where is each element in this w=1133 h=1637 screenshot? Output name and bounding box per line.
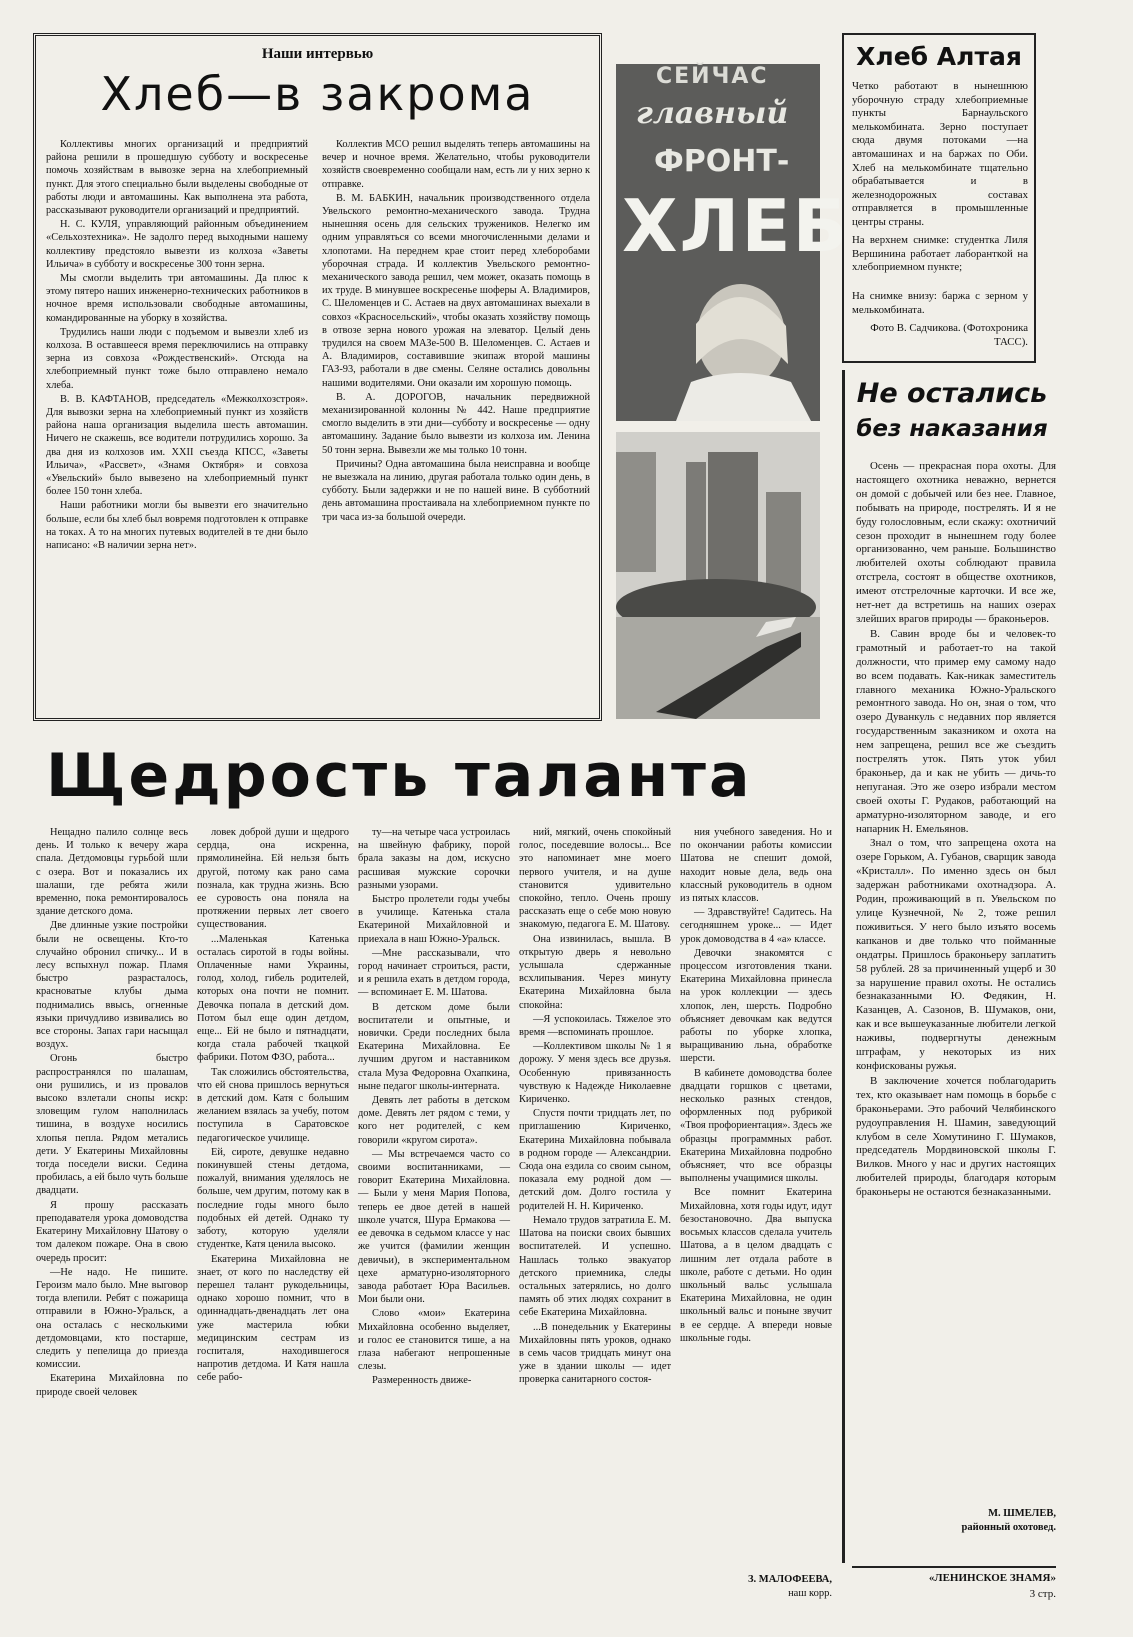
paragraph: Слово «мои» Екатерина Михайловна особенно выделяет, и голос ее становится тише, а на глаза набегают непрошенные слезы. [358,1308,510,1373]
paragraph: Коллектив МСО решил выделять теперь автомашины на вечер и ночное время. Желательно, чтобы руководители хозяйств своевременно сообщали нам, есть ли у них зерно к отправке. [322,139,590,190]
hunt-rule-left [842,370,845,1563]
paragraph: Немало трудов затратила Е. М. Шатова на поиски своих бывших воспитателей. И успешно. Нашлась только эвакуатор детского приемника, следы остальных затерялись, но долго память об этих людях сохранит в себе Екатерина Михайловна. [519,1214,671,1319]
paragraph: В. М. БАБКИН, начальник производственного отдела Увельского ремонтно-механического завода. Трудна нынешняя осень для сельских тружеников. Нелегко им одним управляться со всеми многочисленными делами и хлопотами. На переднем крае стоит перед хлеборобами уборочная страда. И коллектив Увельского ремонтно-механического завода решил, чем может, оказать помощь в их труде. В минувшее воскресенье шоферы А. Владимиров, С. Шеломенцев и С. Астаев на двух автомашинах выехали в совхоз «Красносельский», чтобы оказать хозяйству помощь в отвозе зерна нового урожая на элеватор. Целый день трудился на своем МАЗе-500 В. Шеломенцев. С. Астаев и А. Владимиров, составившие экипаж второй машины ГАЗ-93, работали в две смены. Селяне остались довольны нашими водителями. Они оказали им хорошую помощь. [322,192,590,389]
paragraph: В кабинете домоводства более двадцати горшков с цветами, несколько разных стендов, оформленных под рубрикой «Твоя профориентация». Здесь же образцы программных работ. Екатерина Михайловна подробно объясняет, что все образцы выполнены учащимися школы. [680,1067,832,1185]
talent-signature-role: наш корр. [788,1588,832,1599]
paragraph: ту—на четыре часа устроилась на швейную фабрику, порой брала заказы на дом, искусно расшивая мужские сорочки разными узорами. [358,827,510,891]
poster-line-1: СЕЙЧАС [656,64,769,89]
talent-column-5 [680,826,832,1566]
paragraph: Так сложились обстоятельства, что ей снова пришлось вернуться в детский дом. Катя с большим желанием взялась за учебу, потом поступила в Саратовское педагогическое училище. [197,1066,349,1144]
paragraph: Она извинилась, вышла. В открытую дверь я невольно услышала сдержанные всхлипывания. Через минуту Екатерина Михайловна была спокойна: [519,933,671,1011]
paragraph: Причины? Одна автомашина была неисправна и вообще не выезжала на линию, другая работала только один день, в субботу. Были задержки и не по нашей вине. В субботний день автомашина простаивала на хлебоприемном пункте по три часа из-за большой очереди. [322,458,590,523]
paragraph: ...В понедельник у Екатерины Михайловны пять уроков, однако в семь часов тридцать минут она уже в здании школы — идет проверка санитарного состоя- [519,1321,671,1386]
footer-rule [852,1566,1056,1568]
paragraph: ...Маленькая Катенька осталась сиротой в годы войны. Оплаченные нами Украины, голод, холод, гибель родителей, которых она почти не помнит. Девочка попала в детский дом. Потом был еще один детдом, еще... Ей не было и пятнадцати, когда стала рабочей ткацкой фабрики. Потом ФЗО, работа... [197,933,349,1064]
paragraph: Девочки знакомятся с процессом изготовления ткани. Екатерина Михайловна принесла на урок коллекции — здесь хлопок, лен, шерсть. Подробно объясняет девочкам как ведутся работы по уборке хлопка, выращиванию льна, обработке шерсти. [680,947,832,1065]
talent-column-3 [358,826,510,1634]
paragraph: Екатерина Михайловна по природе своей человек [36,1373,188,1398]
paragraph: — Мы встречаемся часто со своими воспитанниками, — говорит Екатерина Михайловна. — Были у меня Мария Попова, теперь ее двое детей в нашей школе учатся, Шура Ермакова — ее девочка в седьмом классе у нас же учится (фамилии женщин девичьи), в экспериментальном цехе арматурно-изоляторного завода работает Юра Васильев. Мои были они. [358,1148,510,1306]
paragraph: Осень — прекрасная пора охоты. Для настоящего охотника неважно, вернется он домой с добычей или без нее. Главное, побывать на природе, пострелять. И я не буду голословным, если скажу: охотничий сезон проходит в нынешнем году более организованно, чем раньше. Большинство любителей охоты соблюдают правила отстрела, состоят в обществе охотников, имеют отстрелочные карточки. И все же, нет-нет да встретишь на наших озерах злейших врагов природы — браконьеров. [856,460,1056,625]
poster-line-4: ХЛЕБ [622,184,850,268]
paragraph: — Здравствуйте! Садитесь. На сегодняшнем уроке... — Идет урок домоводства в 4 «а» классе. [680,907,832,945]
paragraph: ний, мягкий, очень спокойный голос, поседевшие волосы... Все это напоминает мне моего первого учителя, и на душе становится удивительно спокойно, тепло. Очень прошу рассказать еще о себе мою новую знакомую, педагога Е. М. Шатову. [519,827,671,931]
paragraph: ния учебного заведения. Но и по окончании работы комиссии Шатова не спешит домой, находит новые дела, ведь она классный руководитель в одном из пятых классов. [680,827,832,905]
paragraph: Спустя почти тридцать лет, по приглашению Кириченко, Екатерина Михайловна побывала в родном городе — Александрии. Сюда она ездила со своим сыном, показала ему родной дом — детский дом. Долго гостила у родителей Н. Н. Кириченко. [519,1108,671,1212]
paragraph: Наши работники могли бы вывезти его значительно больше, если бы хлеб был вовремя подготовлен к отправке на токах. А то на многих путевых водителей в те дни было написано: «В наличии зерна нет». [46,500,308,552]
photo-barge [616,432,820,719]
paragraph: Трудились наши люди с подъемом и вывезли хлеб из колхоза. В оставшееся время переключились на отправку зерна из совхоза «Рождественский». Отсюда на хлебоприемный пункт тоже было отправлено немало хлеба. [46,326,308,391]
altai-photo-credit: Фото В. Садчикова. (Фотохроника ТАСС). [870,322,1028,348]
talent-headline: Щедрость таланта [46,741,753,811]
hunt-signature-role: районный охотовед. [961,1522,1056,1533]
talent-signature: З. МАЛОФЕЕВА, [748,1574,832,1585]
altai-text: Четко работают в нынешнюю уборочную страду хлебоприемные пункты Барнаульского мелькомбината. Зерно поступает сюда двумя потоками —на автомашинах и на баржах по Оби. Хлеб на мелькомбинате тщательно обрабатывается и в железнодорожных составах отправляется в промышленные центры страны. [852,80,1028,228]
paragraph: Мы смогли выделить три автомашины. Да плюс к этому пятеро наших инженерно-технических работников в ночное время использовали свободные автомашины, командированные на уборку в хозяйства. [46,273,308,324]
hunt-body [856,460,1056,1504]
hunt-headline-line-1: Не остались [856,378,1048,409]
hunt-headline-line-2: без наказания [856,416,1048,442]
interview-headline: Хлеб—в закрома [100,67,535,121]
paragraph: Н. С. КУЛЯ, управляющий районным объединением «Сельхозтехника». Не задолго перед выходными нашему коллективу предстояло вывезти из колхоза «Заветы Ильича» в субботу и воскресенье 300 тонн зерна. [46,219,308,270]
paragraph: —Я успокоилась. Тяжелое это время —вспоминать прошлое. [519,1013,671,1039]
talent-column-2 [197,826,349,1634]
paragraph: Ей, сироте, девушке недавно покинувшей стены детдома, пожалуй, внимания уделялось не больше, чем другим, потому как в последние годы много было подобных ей детей. Однако ту заботу, которую уделяли студентке, Катя ценила высоко. [197,1146,349,1251]
footer-page-number: 3 стр. [1029,1588,1056,1600]
footer-newspaper-name: «ЛЕНИНСКОЕ ЗНАМЯ» [928,1572,1056,1584]
paragraph: ловек доброй души и щедрого сердца, она искренна, прямолинейна. Ей нельзя быть другой, потому как рано сама познала, как трудна жизнь. Всю ее суровость она поняла на протяжении первых лет своего существования. [197,827,349,931]
talent-column-4 [519,826,671,1634]
paragraph: В. А. ДОРОГОВ, начальник передвижной механизированной колонны № 442. Наше предприятие смогло выделить в эти дни—субботу и воскресенье — одну автомашину. Задание было вывезти из колхоза им. Ленина 50 тонн зерна. Вывезли же мы только 10 тонн. [322,391,590,456]
interview-column-1 [46,138,308,716]
paragraph: Все помнит Екатерина Михайловна, хотя годы идут, идут безостановочно. Два выпуска восьмых классов сделала учитель Шатова, а в целом двадцать с лишним лет отдала работе в школе, работе с детьми. Но один школьный вальс услышала Екатерина Михайловна, не один школьный вальс и поныне звучит в ее сердце. А впереди новые школьные годы. [680,1187,832,1344]
paragraph: Знал о том, что запрещена охота на озере Горьком, А. Губанов, сварщик завода «Кристалл». По именно здесь он был задержан работниками охотнадзора. А. Родин, проживающий в п. Увельском по улице Кузнечной, № 2, тоже решил поживиться. У него было изъято восемь капканов и две только что пойманные ондатры. Пришлось браконьеру заплатить 58 рублей. 28 за причиненный ущерб и 30 за нарушение правил охоты. Не остались безнаказанными Ю. Федякин, Н. Казанцев, А. Сазонов, В. Шумаков, они, как и все вышеуказанные любители легкой наживы, подвергнуты денежным штрафам, у некоторых из них конфискованы ружья. [856,837,1056,1072]
interview-column-2 [322,138,590,716]
paragraph: В. В. КАФТАНОВ, председатель «Межколхозстроя». Для вывозки зерна на хлебоприемный пункт из хозяйств района наша организация выделила шесть автомашин. Ничего не скажешь, все водители потрудились хорошо. За два дня из колхозов им. XXII съезда КПСС, «Заветы Ильича», «Рассвет», «Знамя Октября» и совхоза «Увельский» было вывезено на хлебоприемный пункт более 150 тонн хлеба. [46,393,308,498]
paragraph: В. Савин вроде бы и человек-то грамотный и работает-то на такой должности, что пример ему самому надо во всем подавать. Как-никак заместитель главного механика Южно-Уральского ремонтного завода. Но он, зная о том, что озеро Дуванкуль с недавних пор является государственным заказником и охота на нем запрещена, решил все же съездить пострелять уток. Пять уток убил браконьер, да и как не убить — дичь-то непуганая. Это же озеро избрали местом своей охоты Г. Рудаков, работающий на арматурно-изоляторном заводе, и его напарник Н. Емельянов. [856,627,1056,835]
paragraph: Екатерина Михайловна не знает, от кого по наследству ей перешел талант рукодельницы, однако хорошо помнит, что в одиннадцать-двенадцать лет она уже мастерила юбки медицинским сестрам из госпиталя, находившегося напротив детдома. И Катя нашла себе рабо- [197,1253,349,1384]
paragraph: Коллективы многих организаций и предприятий района решили в прошедшую субботу и воскресенье помочь хозяйствам в вывозке зерна на хлебоприемный пункт. Для этого специально были выделены свободные от работы люди и автомашины. Как выполнена эта работа, рассказывают руководители организаций и предприятий. [46,139,308,217]
photo-lab-assistant [616,64,850,421]
altai-caption-top: На верхнем снимке: студентка Лиля Вершинина работает лаборанткой на хлебоприемном пункте; [852,234,1028,274]
poster-line-2: главный [636,96,789,131]
paragraph: В заключение хочется поблагодарить тех, кто оказывает нам помощь в борьбе с браконьерами. Это рабочий Челябинского рудоуправления Н. Шамин, заведующий клубом в селе Хомутинино Г. Шумаков, председатель Мордвиновской школы Г. Вилков. Много у нас и других настоящих любителей природы, благодаря которым браконьеры не остаются безнаказанными. [856,1074,1056,1199]
paragraph: Размеренность движе- [372,1375,472,1387]
talent-column-1 [36,826,188,1634]
poster-line-3: ФРОНТ- [654,144,790,179]
paragraph: —Коллективом школы № 1 я дорожу. У меня здесь все друзья. Особенную привязанность чувствую к Надежде Николаевне Кириченко. [519,1041,671,1106]
paragraph: В детском доме были воспитатели и опытные, и новички. Среди последних была Екатерина Михайловна. Ее лучшим другом и наставником стала Муза Федоровна Охапкина, ныне педагог школы-интерната. [358,1001,510,1092]
paragraph: Нещадно палило солнце весь день. И только к вечеру жара спала. Детдомовцы гурьбой шли с озера. Вот и показались их шалаши, где ребята жили временно, пока ремонтировалось здание детского дома. [36,827,188,918]
paragraph: —Мне рассказывали, что город начинает строиться, расти, и я решила ехать в детдом города, — вспоминает Е. М. Шатова. [358,947,510,999]
paragraph: Две длинные узкие постройки были не освещены. Кто-то случайно обронил спичку... И в лесу вспыхнул пожар. Пламя быстро разрасталось, красноватые клубы дыма поднимались ввысь, огненные языки причудливо извивались во все стороны. Запах гари насыщал воздух. [36,920,188,1051]
paragraph: —Не надо. Не пишите. Героизм мало было. Мне выговор тогда влепили. Ребят с пожарища отправили в Южно-Уральск, а она осталась с несколькими детдомовцами, кто постарше, следить у пепелища до приезда комиссии. [36,1266,188,1371]
interview-kicker: Наши интервью [261,46,374,62]
hunt-signature: М. ШМЕЛЕВ, [988,1508,1056,1519]
altai-caption-bottom: На снимке внизу: баржа с зерном у мелькомбината. [852,290,1028,316]
paragraph: Быстро пролетели годы учебы в училище. Катенька стала Екатериной Михайловной и приехала в наш Южно-Уральск. [358,894,510,945]
paragraph: Огонь быстро распространялся по шалашам, они рушились, и из провалов высоко взлетали снопы искр: зловещим гулом наполнилась тишина, в воздухе носились хлопья пепла. Рядом метались дети. У Екатерины Михайловны тогда поседели виски. Седина пробилась, а ей было чуть больше двадцати. [36,1053,188,1197]
altai-headline: Хлеб Алтая [856,42,1022,71]
paragraph: Я прошу рассказать преподавателя урока домоводства Екатерину Михайловну Шатову о том далеком пожаре. Она в свою очередь просит: [36,1199,188,1264]
barge-illustration [616,432,820,719]
paragraph: Девять лет работы в детском доме. Девять лет рядом с теми, у кого нет родителей, с кем говорили «кругом сирота». [358,1095,510,1146]
